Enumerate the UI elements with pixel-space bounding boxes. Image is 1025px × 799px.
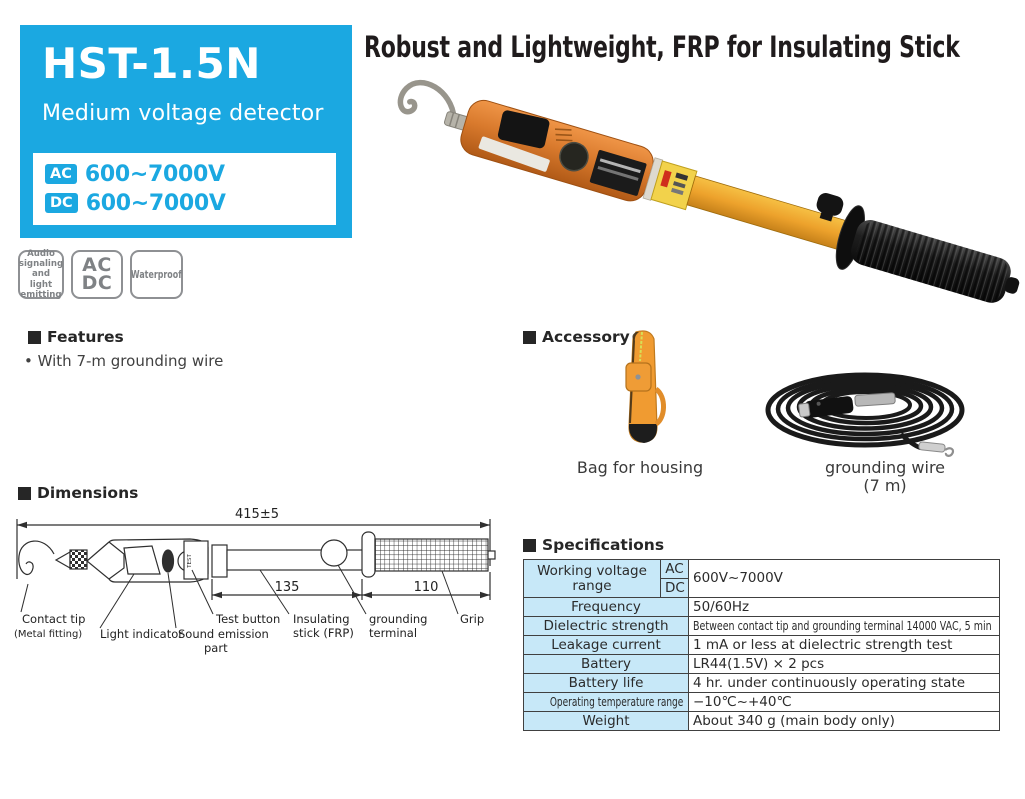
product-header-panel [20, 25, 352, 238]
features-heading [28, 328, 124, 346]
specifications-heading [523, 536, 664, 554]
spec-value-battery: LR44(1.5V) × 2 pcs [689, 655, 1000, 674]
badge-waterproof [130, 250, 183, 299]
label-sound-emission-1: Sound emission [178, 627, 269, 641]
spec-value-operating-temperature: −10℃~+40℃ [689, 693, 1000, 712]
spec-row-operating-temperature [524, 693, 1000, 712]
spec-label-leakage-current: Leakage current [524, 636, 689, 655]
spec-value-working-voltage: 600V~7000V [689, 560, 1000, 598]
badge-acdc-line2: DC [81, 271, 113, 294]
feature-item: • With 7-m grounding wire [24, 352, 223, 370]
spec-row-battery [524, 655, 1000, 674]
accessory-heading-label: Accessory [542, 328, 630, 346]
spec-row-working-voltage-ac [524, 560, 1000, 579]
page-headline: Robust and Lightweight, FRP for Insulating Stick [364, 30, 960, 64]
spec-label-working-voltage: Working voltage range [524, 560, 661, 598]
spec-row-battery-life [524, 674, 1000, 693]
voltage-ratings-box [33, 153, 336, 225]
label-light-indicator: Light indicator [100, 627, 183, 641]
badge-audio-line3: and light [29, 269, 53, 290]
specifications-heading-label: Specifications [542, 536, 665, 554]
label-insulating-stick-1: Insulating [293, 612, 350, 626]
badge-waterproof-label: Waterproof [131, 268, 182, 281]
spec-row-dielectric-strength [524, 617, 1000, 636]
bag-caption: Bag for housing [576, 458, 704, 477]
label-test-button: Test button [216, 612, 281, 626]
spec-value-battery-life: 4 hr. under continuously operating state [689, 674, 1000, 693]
spec-label-frequency: Frequency [524, 598, 689, 617]
dim-overall-length: 415±5 [235, 507, 279, 522]
spec-value-leakage-current: 1 mA or less at dielectric strength test [689, 636, 1000, 655]
badge-audio-signaling [18, 250, 64, 299]
badge-ac-dc [71, 250, 123, 299]
voltage-rating-dc [45, 190, 336, 216]
bag-figure [612, 327, 682, 457]
product-subtitle: Medium voltage detector [42, 101, 324, 126]
spec-label-operating-temperature: Operating temperature range [524, 693, 689, 712]
badge-audio-line4: emitting [20, 289, 62, 300]
dc-tag: DC [45, 193, 78, 214]
spec-label-dielectric-strength: Dielectric strength [524, 617, 689, 636]
section-marker-icon [18, 487, 31, 500]
label-sound-emission-2: part [204, 641, 228, 655]
wire-tail-sleeve [919, 442, 946, 453]
dimensions-diagram [12, 504, 504, 666]
features-heading-label: Features [47, 328, 124, 346]
section-marker-icon [523, 331, 536, 344]
dim-grip-length: 110 [413, 580, 439, 595]
specifications-table [523, 559, 1000, 731]
badge-acdc-line1: AC [82, 254, 112, 277]
badge-audio-line2: signaling [18, 259, 64, 270]
ac-voltage-range: 600~7000V [84, 161, 225, 187]
voltage-rating-ac [45, 161, 336, 187]
spec-value-weight: About 340 g (main body only) [689, 712, 1000, 731]
badge-audio-line1: Audio [27, 249, 55, 260]
grounding-wire-figure [763, 372, 970, 460]
spec-label-battery: Battery [524, 655, 689, 674]
spec-row-weight [524, 712, 1000, 731]
label-grounding-terminal-1: grounding [369, 612, 428, 626]
section-marker-icon [523, 539, 536, 552]
label-contact-tip: Contact tip [22, 612, 86, 626]
spec-row-leakage-current [524, 636, 1000, 655]
spec-value-dielectric-strength: Between contact tip and grounding terminal 14000 VAC, 5 min [689, 617, 1000, 636]
product-model: HST-1.5N [42, 39, 261, 88]
feature-badges [18, 250, 183, 299]
spec-value-frequency: 50/60Hz [689, 598, 1000, 617]
spec-label-weight: Weight [524, 712, 689, 731]
spec-row-frequency [524, 598, 1000, 617]
label-contact-tip-sub: (Metal fitting) [14, 629, 83, 640]
product-photo [386, 66, 1022, 304]
dimensions-heading-label: Dimensions [37, 484, 139, 502]
spec-sub-dc: DC [661, 579, 689, 598]
dim-stick-length: 135 [274, 580, 300, 595]
wire-caption-line2: (7 m) [863, 475, 907, 495]
dc-voltage-range: 600~7000V [85, 190, 226, 216]
spec-sub-ac: AC [661, 560, 689, 579]
spec-label-battery-life: Battery life [524, 674, 689, 693]
bag-bottom [629, 424, 657, 443]
wire-caption-line1: grounding wire [824, 458, 946, 477]
label-grounding-terminal-2: terminal [369, 626, 418, 640]
bag-snap [635, 374, 640, 379]
label-grip: Grip [460, 612, 485, 626]
test-button-glyph: TEST [187, 554, 193, 568]
ac-tag: AC [45, 164, 77, 185]
wire-caption [800, 459, 970, 494]
wire-sleeve [855, 393, 896, 407]
section-marker-icon [28, 331, 41, 344]
dimensions-heading [18, 484, 138, 502]
label-insulating-stick-2: stick (FRP) [293, 626, 354, 640]
detector-body-photo [390, 69, 1022, 304]
wire-end-hook [945, 448, 953, 455]
wire-coil [768, 375, 962, 445]
